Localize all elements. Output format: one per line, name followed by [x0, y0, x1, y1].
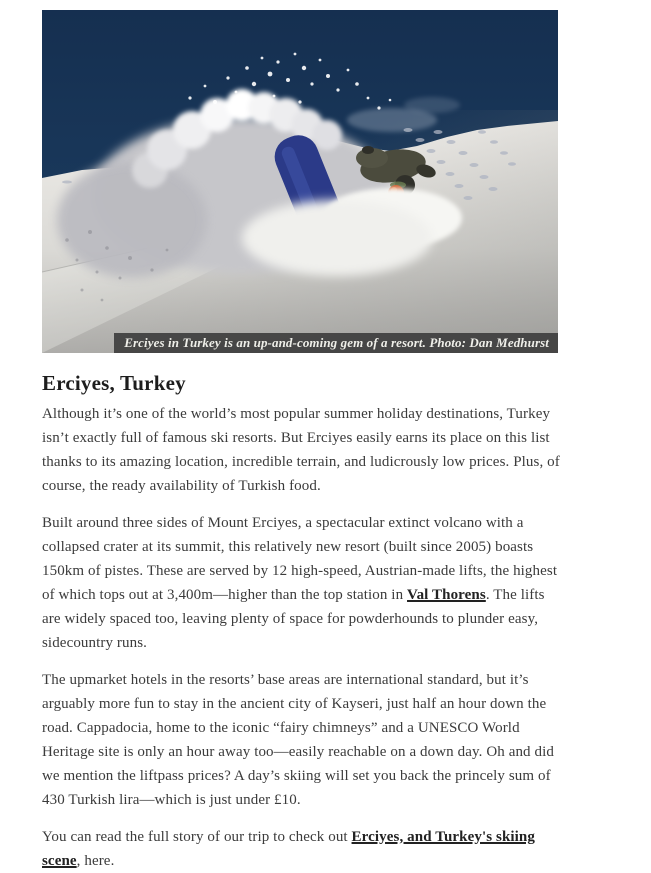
- text-segment: The upmarket hotels in the resorts’ base areas are international standard, but it’s arguably more fun to stay in the ancient city of Kayseri, just half an hour down the road. Cappadocia, home to the iconic “fairy chimneys” and a UNESCO World Heritage site is only an hour away too—easily reachable on a down day. Oh and did we mention the liftpass prices? A day’s skiing will set you back the princely sum of 430 Turkish lira—which is just under £10.: [42, 672, 554, 808]
- text-segment: Although it’s one of the world’s most popular summer holiday destinations, Turkey isn’t exactly full of famous ski resorts. But Erciyes easily earns its place on this list thanks to its amazing location, incredible terrain, and ludicrously low prices. Plus, of course, the ready availability of Turkish food.: [42, 406, 560, 494]
- text-segment: You can read the full story of our trip to check out: [42, 829, 352, 845]
- article-page: [0, 10, 651, 869]
- inline-link[interactable]: Val Thorens: [407, 587, 486, 603]
- paragraph: [42, 668, 566, 812]
- article-content: [42, 370, 566, 873]
- article-body: [42, 402, 566, 873]
- text-segment: , here.: [76, 853, 115, 869]
- inline-link[interactable]: Erciyes, and Turkey's skiing scene: [42, 829, 535, 869]
- paragraph: [42, 402, 566, 498]
- paragraph: [42, 511, 566, 655]
- text-segment: Built around three sides of Mount Erciyes, a spectacular extinct volcano with a collapsed crater at its summit, this relatively new resort (built since 2005) boasts 150km of pistes. These are served by 12 high-speed, Austrian-made lifts, the highest of which tops out at 3,400m—higher than the top station in: [42, 515, 558, 603]
- text-segment: . The lifts are widely spaced too, leaving plenty of space for powderhounds to plunder easy, sidecountry runs.: [42, 587, 545, 651]
- paragraph: [42, 825, 566, 873]
- hero-photo: [42, 10, 558, 353]
- powder-snowboard-illustration: [42, 10, 558, 353]
- photo-caption: Erciyes in Turkey is an up-and-coming gem of a resort. Photo: Dan Medhurst: [114, 333, 558, 353]
- article-heading: Erciyes, Turkey: [42, 371, 186, 395]
